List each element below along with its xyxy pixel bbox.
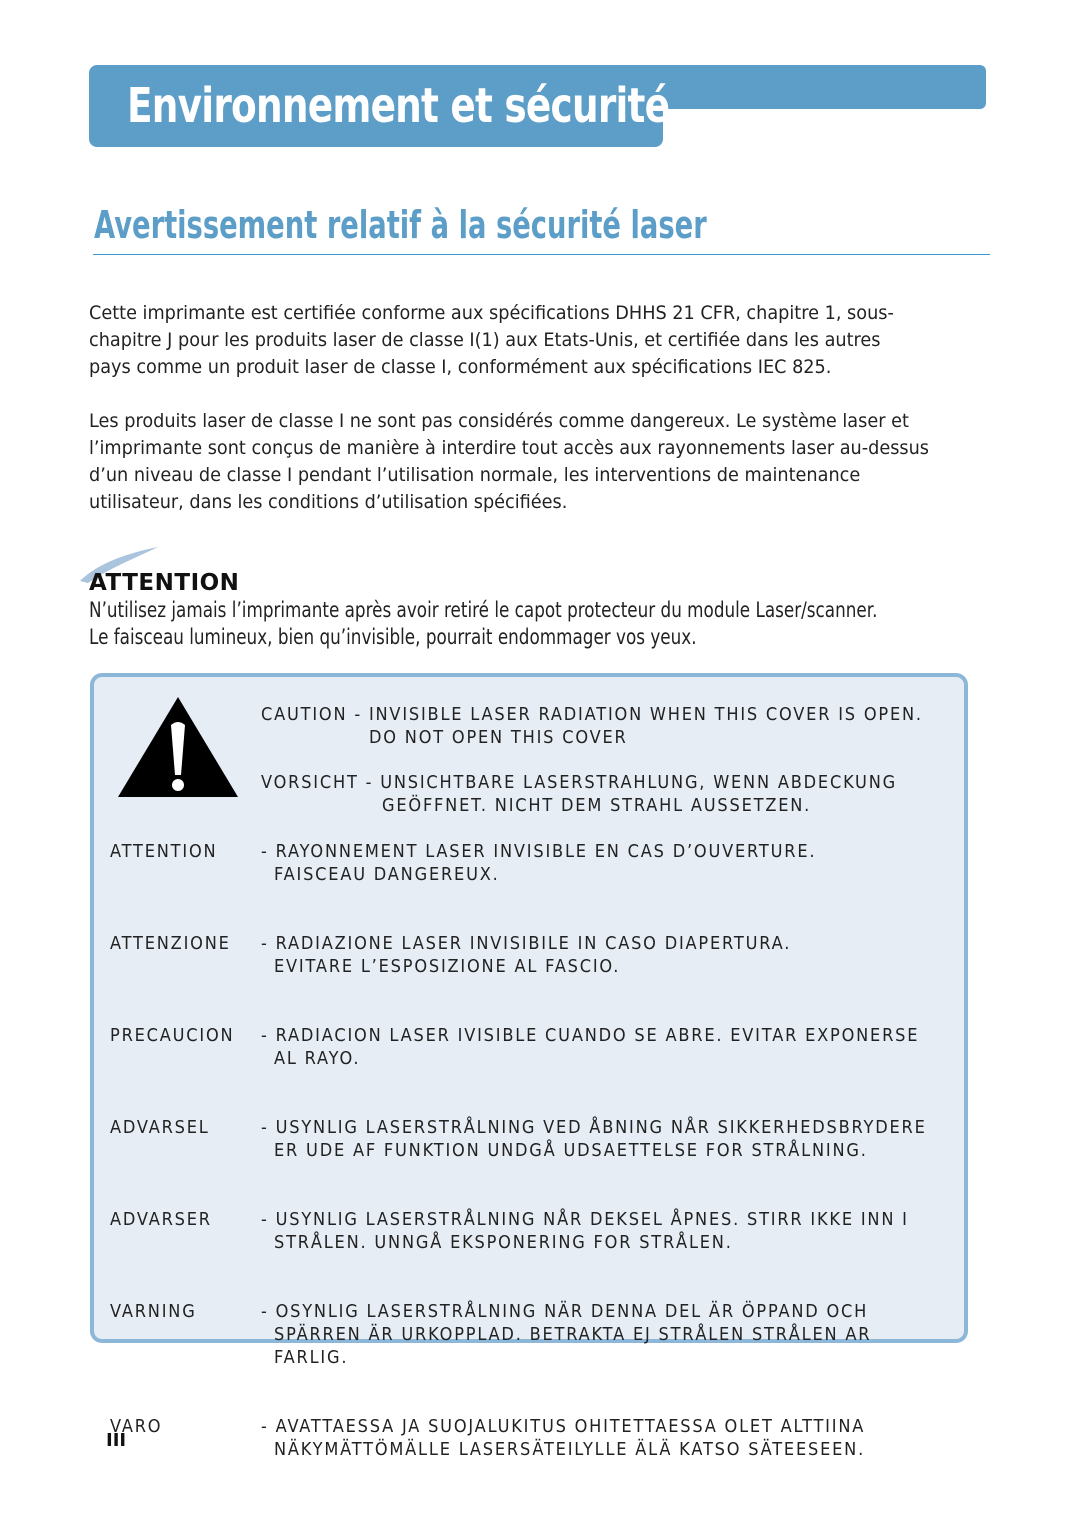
warning-language-label: ADVARSEL (110, 1117, 210, 1138)
section-divider (93, 254, 990, 255)
section-title: Avertissement relatif à la sécurité laser (94, 203, 707, 247)
text-line: utilisateur, dans les conditions d’utilisation spécifiées. (89, 491, 568, 513)
warning-text-line: ER UDE AF FUNKTION UNDGÅ UDSAETTELSE FOR STRÅLNING. (274, 1140, 868, 1161)
attention-text (89, 597, 877, 651)
caution-line: CAUTION - INVISIBLE LASER RADIATION WHEN THIS COVER IS OPEN. (261, 704, 923, 725)
warning-text-line: STRÅLEN. UNNGÅ EKSPONERING FOR STRÅLEN. (274, 1232, 733, 1253)
text-line: l’imprimante sont conçus de manière à interdire tout accès aux rayonnements laser au-dessus (89, 437, 930, 459)
warning-language-label: ATTENTION (110, 841, 218, 862)
warning-text-line: - USYNLIG LASERSTRÅLNING VED ÅBNING NÅR SIKKERHEDSBRYDERE (261, 1117, 927, 1138)
warning-text-line: FAISCEAU DANGEREUX. (274, 864, 500, 885)
paragraph-class-info (89, 408, 929, 516)
text-line: d’un niveau de classe I pendant l’utilisation normale, les interventions de maintenance (89, 464, 861, 486)
warning-triangle-icon (116, 695, 240, 799)
warning-text-line: EVITARE L’ESPOSIZIONE AL FASCIO. (274, 956, 621, 977)
vorsicht-line: GEÖFFNET. NICHT DEM STRAHL AUSSETZEN. (382, 795, 812, 816)
text-line: Les produits laser de classe I ne sont pas considérés comme dangereux. Le système laser et (89, 410, 909, 432)
warning-text-line: - RAYONNEMENT LASER INVISIBLE EN CAS D’OUVERTURE. (261, 841, 817, 862)
text-line: N’utilisez jamais l’imprimante après avoir retiré le capot protecteur du module Laser/scanner. (89, 598, 878, 622)
warning-language-label: VARO (110, 1416, 163, 1437)
warning-language-label: ADVARSER (110, 1209, 212, 1230)
warning-language-label: PRECAUCION (110, 1025, 235, 1046)
vorsicht-line: VORSICHT - UNSICHTBARE LASERSTRAHLUNG, WENN ABDECKUNG (261, 772, 897, 793)
warning-text-line: - RADIAZIONE LASER INVISIBILE IN CASO DIAPERTURA. (261, 933, 792, 954)
attention-title: ATTENTION (89, 570, 240, 596)
warning-text-line: NÄKYMÄTTÖMÄLLE LASERSÄTEILYLLE ÄLÄ KATSO SÄTEESEEN. (274, 1439, 866, 1460)
text-line: Le faisceau lumineux, bien qu’invisible, pourrait endommager vos yeux. (89, 625, 697, 649)
warning-language-label: VARNING (110, 1301, 197, 1322)
page-number: III (106, 1430, 127, 1451)
warning-text-line: - RADIACION LASER IVISIBLE CUANDO SE ABRE. EVITAR EXPONERSE (261, 1025, 920, 1046)
text-line: pays comme un produit laser de classe I, conformément aux spécifications IEC 825. (89, 356, 832, 378)
warning-text-line: - USYNLIG LASERSTRÅLNING NÅR DEKSEL ÅPNES. STIRR IKKE INN I (261, 1209, 909, 1230)
text-line: Cette imprimante est certifiée conforme aux spécifications DHHS 21 CFR, chapitre 1, sous- (89, 302, 894, 324)
warning-text-line: FARLIG. (274, 1347, 349, 1368)
warning-text-line: SPÄRREN ÄR URKOPPLAD. BETRAKTA EJ STRÅLEN STRÅLEN AR (274, 1324, 872, 1345)
chapter-title: Environnement et sécurité (127, 78, 670, 134)
paragraph-certification (89, 300, 894, 381)
warning-language-label: ATTENZIONE (110, 933, 231, 954)
text-line: chapitre J pour les produits laser de classe I(1) aux Etats-Unis, et certifiée dans les autres (89, 329, 881, 351)
warning-text-line: - AVATTAESSA JA SUOJALUKITUS OHITETTAESSA OLET ALTTIINA (261, 1416, 866, 1437)
caution-line: DO NOT OPEN THIS COVER (369, 727, 628, 748)
warning-text-line: AL RAYO. (274, 1048, 361, 1069)
warning-text-line: - OSYNLIG LASERSTRÅLNING NÄR DENNA DEL ÄR ÖPPAND OCH (261, 1301, 869, 1322)
